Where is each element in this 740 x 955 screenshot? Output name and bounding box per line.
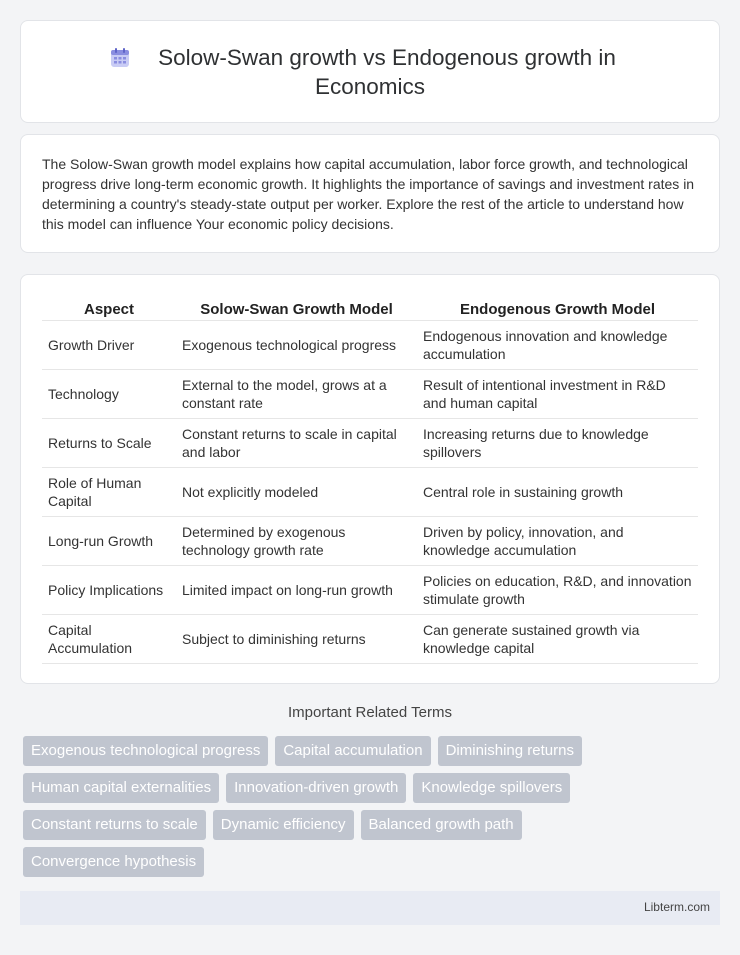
comparison-table: [42, 295, 698, 664]
related-term-tag[interactable]: Capital accumulation: [275, 736, 430, 766]
cell-endogenous: Result of intentional investment in R&D and human capital: [417, 369, 698, 418]
related-term-tag[interactable]: Knowledge spillovers: [413, 773, 570, 803]
cell-endogenous: Endogenous innovation and knowledge accumulation: [417, 320, 698, 369]
intro-card: [20, 134, 720, 253]
cell-solow: Limited impact on long-run growth: [176, 565, 417, 614]
related-term-tag[interactable]: Exogenous technological progress: [23, 736, 268, 766]
related-term-tag[interactable]: Convergence hypothesis: [23, 847, 204, 877]
cell-aspect: Long-run Growth: [42, 516, 176, 565]
cell-solow: External to the model, grows at a constant rate: [176, 369, 417, 418]
cell-aspect: Returns to Scale: [42, 418, 176, 467]
cell-aspect: Growth Driver: [42, 320, 176, 369]
footer: [20, 891, 720, 925]
header-endogenous: Endogenous Growth Model: [417, 295, 698, 320]
header-aspect: Aspect: [42, 295, 176, 320]
related-term-tag[interactable]: Dynamic efficiency: [213, 810, 354, 840]
cell-endogenous: Increasing returns due to knowledge spillovers: [417, 418, 698, 467]
cell-solow: Exogenous technological progress: [176, 320, 417, 369]
cell-aspect: Technology: [42, 369, 176, 418]
footer-site-link[interactable]: Libterm.com: [643, 900, 710, 914]
cell-endogenous: Driven by policy, innovation, and knowledge accumulation: [417, 516, 698, 565]
related-term-tag[interactable]: Innovation-driven growth: [226, 773, 406, 803]
table-row: [42, 369, 698, 418]
table-row: [42, 418, 698, 467]
related-term-tag[interactable]: Balanced growth path: [361, 810, 522, 840]
cell-aspect: Capital Accumulation: [42, 614, 176, 663]
cell-endogenous: Central role in sustaining growth: [417, 467, 698, 516]
cell-aspect: Role of Human Capital: [42, 467, 176, 516]
cell-solow: Constant returns to scale in capital and labor: [176, 418, 417, 467]
comparison-card: [20, 274, 720, 684]
cell-endogenous: Can generate sustained growth via knowledge capital: [417, 614, 698, 663]
page-title: [21, 43, 719, 101]
related-term-tag[interactable]: Human capital externalities: [23, 773, 219, 803]
header-solow: Solow-Swan Growth Model: [176, 295, 417, 320]
related-terms-title: Important Related Terms: [288, 704, 452, 721]
cell-solow: Not explicitly modeled: [176, 467, 417, 516]
page-title-line1: Solow-Swan growth vs Endogenous growth in: [158, 45, 616, 70]
header-card: [20, 20, 720, 123]
related-term-tag[interactable]: Diminishing returns: [438, 736, 582, 766]
related-term-tag[interactable]: Constant returns to scale: [23, 810, 206, 840]
table-row: [42, 516, 698, 565]
cell-endogenous: Policies on education, R&D, and innovation stimulate growth: [417, 565, 698, 614]
intro-paragraph: The Solow-Swan growth model explains how capital accumulation, labor force growth, and technological progress drive long-term economic growth. It highlights the importance of savings and investment rates in determining a country's steady-state output per worker. Explore the rest of the article to understand how this model can influence Your economic policy decisions.: [42, 156, 695, 232]
table-row: [42, 467, 698, 516]
cell-solow: Subject to diminishing returns: [176, 614, 417, 663]
table-header-row: [42, 295, 698, 320]
cell-solow: Determined by exogenous technology growth rate: [176, 516, 417, 565]
cell-aspect: Policy Implications: [42, 565, 176, 614]
related-terms-list: [23, 736, 663, 877]
page-title-line2: Economics: [314, 74, 426, 99]
table-row: [42, 320, 698, 369]
table-row: [42, 565, 698, 614]
table-row: [42, 614, 698, 663]
